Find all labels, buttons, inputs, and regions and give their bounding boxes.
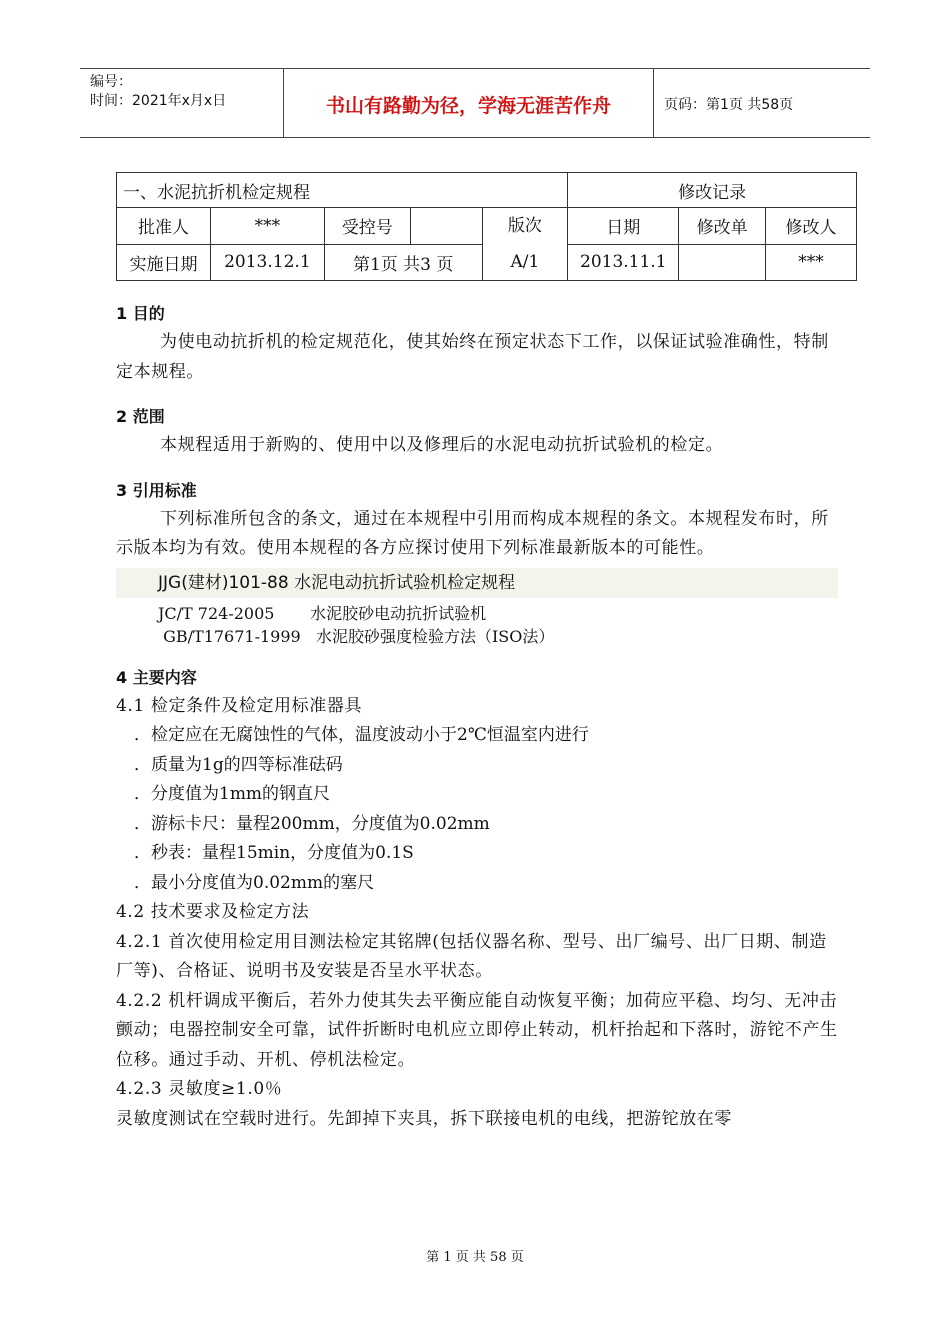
subsection-heading: 4.2 技术要求及检定方法 bbox=[116, 902, 310, 922]
subsection-heading: 4.2.3 灵敏度≥1.0％ bbox=[116, 1079, 283, 1099]
paragraph: 为使电动抗折机的检定规范化，使其始终在预定状态下工作，以保证试验准确性，特制定本规程。 bbox=[116, 332, 829, 382]
page-header bbox=[80, 68, 870, 138]
modifier-value: *** bbox=[766, 244, 857, 281]
change-order-value bbox=[679, 244, 766, 281]
approver-value: *** bbox=[210, 208, 324, 245]
standard-reference: JC/T 724-2005 水泥胶砂电动抗折试验机 bbox=[158, 603, 487, 623]
document-time: 时间：2021年x月x日 bbox=[90, 93, 227, 109]
header-meta bbox=[90, 73, 226, 111]
standard-reference: GB/T17671-1999 水泥胶砂强度检验方法（ISO法） bbox=[158, 626, 555, 646]
list-item: ．分度值为1mm的钢直尺 bbox=[134, 784, 331, 804]
approver-label: 批准人 bbox=[117, 208, 211, 245]
version-value: A/1 bbox=[510, 252, 540, 272]
section-heading: 3 引用标准 bbox=[116, 480, 197, 500]
version-cell bbox=[482, 208, 568, 281]
date-label: 日期 bbox=[568, 208, 679, 245]
list-item: ．检定应在无腐蚀性的气体，温度波动小于2℃恒温室内进行 bbox=[134, 725, 589, 745]
list-item: ．游标卡尺：量程200mm，分度值为0.02mm bbox=[134, 813, 490, 834]
header-motto: 书山有路勤为径，学海无涯苦作舟 bbox=[325, 95, 611, 117]
revision-record-header: 修改记录 bbox=[568, 173, 857, 208]
page-footer: 第 1 页 共 58 页 bbox=[426, 1250, 524, 1265]
document-body bbox=[116, 300, 838, 1134]
section-heading: 1 目的 bbox=[116, 304, 165, 323]
list-item: ．秒表：量程15min，分度值为0.1S bbox=[134, 843, 414, 863]
paragraph: 下列标准所包含的条文，通过在本规程中引用而构成本规程的条文。本规程发布时，所示版本均为有效。使用本规程的各方应探讨使用下列标准最新版本的可能性。 bbox=[116, 508, 829, 558]
table-row bbox=[117, 208, 857, 245]
table-row bbox=[117, 173, 857, 208]
page-count-value: 第1页 共3 页 bbox=[324, 244, 482, 281]
controlled-no-value bbox=[410, 208, 482, 245]
change-order-label: 修改单 bbox=[679, 208, 766, 245]
revision-date-value: 2013.11.1 bbox=[568, 244, 679, 281]
paragraph: 4.2.2 机杆调成平衡后，若外力使其失去平衡应能自动恢复平衡；加荷应平稳、均匀、无冲击颤动；电器控制安全可靠，试件折断时电机应立即停止转动，机杆抬起和下落时，游铊不产生位移。通过手动、开机、停机法检定。 bbox=[116, 990, 838, 1070]
section-heading: 4 主要内容 bbox=[116, 667, 197, 687]
header-divider bbox=[653, 69, 654, 137]
subsection-heading: 4.1 检定条件及检定用标准器具 bbox=[116, 695, 363, 716]
modifier-label: 修改人 bbox=[766, 208, 857, 245]
controlled-no-label: 受控号 bbox=[324, 208, 410, 245]
effective-date-label: 实施日期 bbox=[117, 244, 211, 281]
document-number-label: 编号： bbox=[90, 74, 132, 90]
paragraph: 4.2.1 首次使用检定用目测法检定其铭牌(包括仪器名称、型号、出厂编号、出厂日期、制造厂等)、合格证、说明书及安装是否呈水平状态。 bbox=[116, 931, 827, 981]
list-item: ．最小分度值为0.02mm的塞尺 bbox=[134, 872, 375, 893]
paragraph: 灵敏度测试在空载时进行。先卸掉下夹具，拆下联接电机的电线，把游铊放在零 bbox=[116, 1108, 732, 1129]
standard-reference: JJG(建材)101-88 水泥电动抗折试验机检定规程 bbox=[116, 568, 838, 598]
paragraph: 本规程适用于新购的、使用中以及修理后的水泥电动抗折试验机的检定。 bbox=[160, 435, 724, 455]
section-heading: 2 范围 bbox=[116, 407, 165, 426]
list-item: ．质量为1g的四等标准砝码 bbox=[134, 754, 343, 775]
header-page-info: 页码：第1页 共58页 bbox=[664, 97, 794, 113]
effective-date-value: 2013.12.1 bbox=[210, 244, 324, 281]
document-control-table bbox=[116, 172, 857, 281]
version-label: 版次 bbox=[507, 216, 542, 236]
procedure-title: 一、水泥抗折机检定规程 bbox=[117, 173, 568, 208]
